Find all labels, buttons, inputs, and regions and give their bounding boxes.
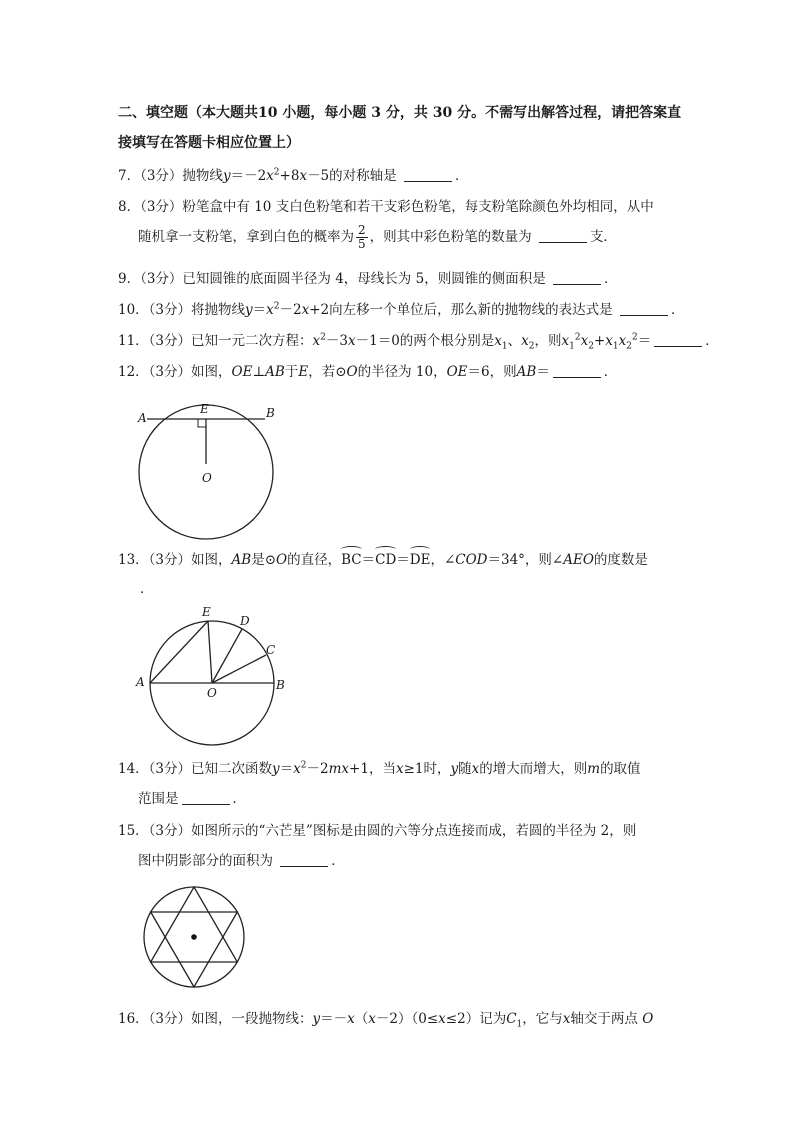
question-8-line1: 8．（3分）粉笔盒中有 10 支白色粉笔和若干支彩色粉笔，每支粉笔除颜色外均相同，从中 <box>118 199 654 215</box>
answer-blank[interactable] <box>182 792 230 805</box>
answer-blank[interactable] <box>553 272 601 285</box>
question-16: 16．（3分）如图，一段抛物线：y＝－x（x－2）（0≤x≤2）记为$C_1$，它与x轴交于两点 O <box>118 1011 654 1030</box>
answer-blank[interactable] <box>553 365 601 378</box>
question-13: 13．（3分）如图，AB是⊙O的直径，BC＝CD＝DE，∠COD＝34°，则∠AEO的度数是 <box>118 548 648 569</box>
answer-blank[interactable] <box>404 169 452 182</box>
right-angle-mark <box>198 419 206 427</box>
triangle-down <box>151 912 238 987</box>
question-14-line1: 14．（3分）已知二次函数$y=x^2-2mx+1$，当x≥1时，y随x的增大而增大，则m的取值 <box>118 760 641 777</box>
label-b: B <box>276 678 285 692</box>
arc-bc: BC <box>341 548 362 569</box>
question-14-line2: 范围是 ． <box>138 791 246 807</box>
answer-blank[interactable] <box>620 303 668 316</box>
triangle-up <box>151 887 238 962</box>
answer-blank[interactable] <box>280 854 328 867</box>
question-11: 11．（3分）已知一元二次方程：$x^2-3x-1=0$的两个根分别是$x_1$、$x_2$，则$x_1^2x_2+x_1x_2^2=$ ． <box>118 332 719 352</box>
question-8-line2: 随机拿一支粉笔，拿到白色的概率为 $\frac{2}{5}$ ，则其中彩色粉笔的数量为 支． <box>138 223 617 251</box>
center-dot <box>191 934 197 940</box>
label-d: D <box>240 614 250 628</box>
label-b: B <box>266 406 275 420</box>
answer-blank[interactable] <box>539 230 587 243</box>
question-10: 10．（3分）将抛物线$y=x^2-2x+2$向左移一个单位后，那么新的抛物线的表达式是 ． <box>118 301 685 318</box>
label-o: O <box>207 686 217 700</box>
label-o: O <box>202 471 212 485</box>
label-a: A <box>136 675 145 689</box>
label-e: E <box>202 605 211 619</box>
question-12: 12．（3分）如图，OE⊥AB于E，若⊙O的半径为 10，OE＝6，则AB＝ ． <box>118 364 618 380</box>
figure-12-circle-diagram <box>130 398 290 538</box>
question-13-line2: ． <box>140 581 154 597</box>
arc-de: DE <box>410 548 431 569</box>
question-9: 9．（3分）已知圆锥的底面圆半径为 4，母线长为 5，则圆锥的侧面积是 ． <box>118 271 618 287</box>
section-heading-line2: 接填写在答题卡相应位置上） <box>118 135 300 151</box>
probability-fraction: $\frac{2}{5}$ <box>358 223 366 251</box>
figure-15-star-diagram <box>138 885 250 993</box>
question-7: 7．（3分）抛物线$y=-2x^2+8x-5$的对称轴是 ． <box>118 167 469 184</box>
question-15-line2: 图中阴影部分的面积为 ． <box>138 853 345 869</box>
section-heading-line1: 二、填空题（本大题共10 小题，每小题 3 分，共 30 分。不需写出解答过程，请把答案直 <box>118 105 682 121</box>
arc-cd: CD <box>375 548 396 569</box>
label-e: E <box>200 402 209 416</box>
figure-13-circle-diagram <box>130 603 300 748</box>
question-15-line1: 15．（3分）如图所示的“六芒星”图标是由圆的六等分点连接而成，若圆的半径为 2，则 <box>118 823 637 839</box>
answer-blank[interactable] <box>654 334 702 347</box>
label-c: C <box>266 643 276 657</box>
segment-oe <box>208 621 212 683</box>
label-a: A <box>138 411 147 425</box>
